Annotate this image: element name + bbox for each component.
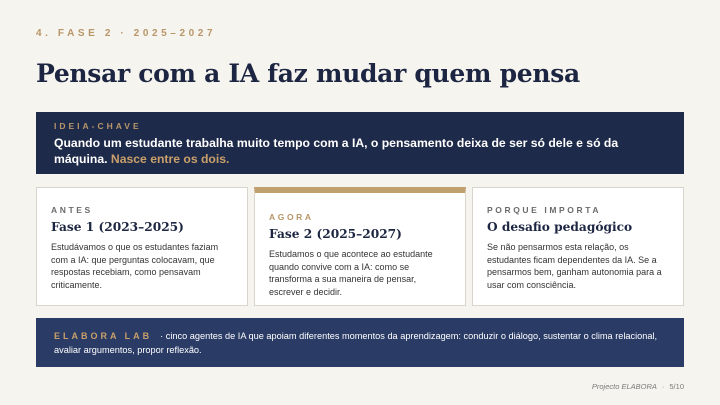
key-idea-text <box>54 135 666 167</box>
card-now <box>254 187 466 306</box>
card-heading: Fase 2 (2025–2027) <box>269 227 402 241</box>
page-number: 5/10 <box>669 382 684 391</box>
key-idea-highlight: Nasce entre os dois. <box>110 152 230 166</box>
key-idea-box <box>36 112 684 174</box>
card-heading: O desafio pedagógico <box>487 220 633 234</box>
footer-separator: · <box>661 382 665 391</box>
card-heading: Fase 1 (2023–2025) <box>51 220 184 234</box>
card-body: Estudávamos o que os estudantes faziam com a IA: que perguntas colocavam, que respostas recebiam, como pensavam criticamente. <box>51 242 219 290</box>
card-why-it-matters <box>472 187 684 306</box>
card-label: ANTES <box>51 205 93 215</box>
footer-project: Projecto ELABORA <box>591 382 657 391</box>
key-idea-main-text: Quando um estudante trabalha muito tempo com a IA, o pensamento deixa de ser só dele e só da máquina. <box>54 136 619 166</box>
card-label: PORQUE IMPORTA <box>487 205 602 215</box>
section-kicker: 4. FASE 2 · 2025–2027 <box>36 28 217 39</box>
page-title: Pensar com a IA faz mudar quem pensa <box>36 59 580 88</box>
footer <box>592 382 684 391</box>
card-label: AGORA <box>269 212 314 222</box>
card-body: Se não pensarmos esta relação, os estudantes ficam dependentes da IA. Se a pensarmos bem, ganham autonomia para a usar com consciência. <box>487 242 662 290</box>
lab-text: · cinco agentes de IA que apoiam diferentes momentos da aprendizagem: conduzir o diálogo, sustentar o clima relacional, avaliar argumentos, propor reflexão. <box>54 331 658 355</box>
lab-brand: ELABORA LAB <box>54 331 153 341</box>
elabora-lab-banner <box>36 318 684 367</box>
card-before <box>36 187 248 306</box>
key-idea-label: IDEIA-CHAVE <box>54 121 142 131</box>
card-body: Estudamos o que acontece ao estudante quando convive com a IA: como se transforma a sua maneira de pensar, escrever e decidir. <box>269 249 433 297</box>
